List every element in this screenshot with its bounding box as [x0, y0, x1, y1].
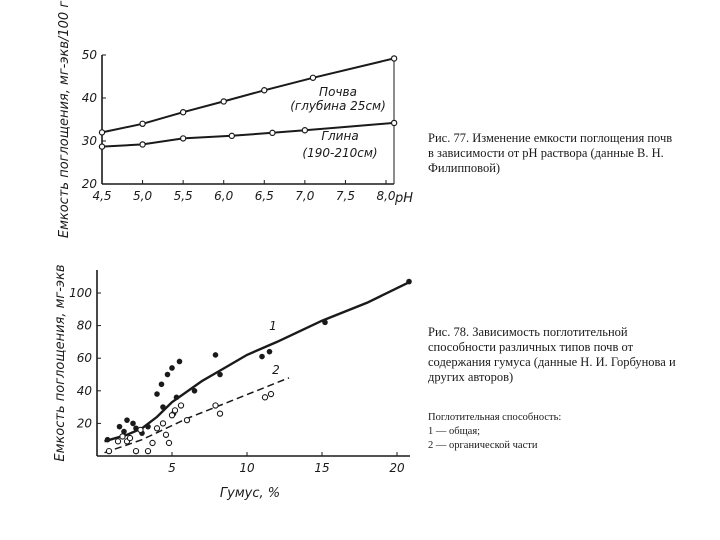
x-axis-label: Гумус, %	[219, 486, 281, 501]
data-point	[392, 56, 397, 61]
data-point-total	[406, 279, 412, 285]
data-point-organic	[138, 427, 143, 432]
chart-humus-series	[105, 279, 412, 454]
x-tick-label: 8,0	[376, 189, 396, 203]
y-axis-label: Емкость поглощения, мг-экв	[53, 264, 68, 462]
data-point-organic	[127, 435, 132, 440]
data-point-total	[105, 437, 111, 443]
series-label-soil: Почва	[319, 85, 357, 99]
data-point-organic	[166, 440, 171, 445]
data-point	[99, 130, 104, 135]
chart-humus-ticks	[69, 286, 405, 475]
x-tick-label: 5	[168, 461, 176, 475]
data-point-total	[267, 349, 273, 355]
data-point	[181, 110, 186, 115]
data-point-total	[160, 404, 166, 410]
data-point-total	[154, 391, 160, 397]
figure-78-legend	[428, 411, 678, 453]
data-point-organic	[120, 434, 125, 439]
curve-label-2: 2	[272, 363, 280, 377]
data-point-organic	[172, 408, 177, 413]
y-tick-label: 30	[81, 134, 97, 148]
x-tick-label: 4,5	[92, 189, 112, 203]
x-tick-label: 6,0	[214, 189, 234, 203]
x-tick-label: 20	[389, 461, 405, 475]
series-label-clay-depth: (190-210см)	[302, 146, 378, 160]
x-tick-label: 5,5	[173, 189, 193, 203]
data-point-total	[145, 424, 151, 430]
y-tick-label: 50	[81, 48, 97, 62]
data-point-total	[259, 354, 265, 360]
data-point-organic	[154, 426, 159, 431]
data-point-organic	[213, 403, 218, 408]
data-point-organic	[150, 440, 155, 445]
data-point-total	[117, 424, 123, 430]
curve-label-1: 1	[269, 319, 277, 333]
legend-title: Поглотительная способность:	[428, 412, 562, 423]
data-point-total	[169, 365, 175, 371]
x-tick-label: 6,5	[254, 189, 274, 203]
y-tick-label: 40	[81, 91, 97, 105]
x-tick-label: 7,0	[295, 189, 315, 203]
trend-line-2	[105, 378, 290, 453]
data-point-organic	[184, 418, 189, 423]
data-point-organic	[145, 449, 150, 454]
data-point-total	[213, 352, 219, 358]
data-point-total	[322, 320, 328, 326]
y-tick-label: 40	[76, 383, 92, 398]
series-label-clay: Глина	[321, 129, 359, 143]
x-tick-label: 5,0	[133, 189, 153, 203]
data-point-total	[217, 372, 223, 378]
data-point	[221, 99, 226, 104]
series-label-soil-depth: (глубина 25см)	[290, 99, 386, 113]
legend-item-1: 1 — общая;	[428, 426, 481, 437]
data-point	[181, 136, 186, 141]
data-point	[140, 121, 145, 126]
data-point-organic	[106, 449, 111, 454]
x-tick-label: 15	[314, 461, 330, 475]
y-tick-label: 20	[76, 416, 92, 431]
x-tick-label: 7,5	[335, 189, 355, 203]
data-point-organic	[217, 411, 222, 416]
data-point-organic	[163, 432, 168, 437]
data-point	[140, 142, 145, 147]
data-point-total	[130, 421, 136, 427]
data-point-organic	[268, 391, 273, 396]
figure-77-caption: Рис. 77. Изменение емкости поглощения почв в зависимости от pH раствора (данные В. Н. Филипповой)	[428, 131, 673, 175]
data-point	[310, 75, 315, 80]
data-point-total	[177, 359, 183, 365]
data-point-total	[192, 388, 198, 394]
trend-line-1	[105, 282, 411, 442]
data-point-total	[165, 372, 171, 378]
chart-ph-axes	[102, 55, 394, 184]
data-point-organic	[169, 413, 174, 418]
figure-78-caption: Рис. 78. Зависимость поглотительной способности различных типов почв от содержания гумуса (данные Н. И. Горбунова и других авторов)	[428, 325, 676, 384]
y-tick-label: 60	[76, 351, 92, 366]
data-point	[270, 130, 275, 135]
data-point-organic	[262, 395, 267, 400]
data-point-organic	[178, 403, 183, 408]
legend-item-2: 2 — органической части	[428, 440, 538, 451]
chart-ph-ticks	[82, 48, 396, 203]
data-point-total	[174, 395, 180, 401]
data-point-organic	[115, 439, 120, 444]
data-point-total	[159, 381, 165, 387]
y-tick-label: 80	[76, 318, 92, 333]
y-axis-label: Емкость поглощения, мг-экв/100 г	[57, 0, 72, 239]
data-point	[302, 128, 307, 133]
data-point-total	[124, 417, 130, 423]
x-axis-label: pH	[394, 191, 414, 206]
data-point	[392, 120, 397, 125]
data-point-organic	[133, 449, 138, 454]
x-tick-label: 10	[239, 461, 255, 475]
y-tick-label: 100	[69, 286, 92, 300]
data-point	[262, 88, 267, 93]
data-point	[229, 133, 234, 138]
data-point	[99, 144, 104, 149]
y-tick-label: 20	[81, 177, 97, 191]
data-point-organic	[160, 421, 165, 426]
